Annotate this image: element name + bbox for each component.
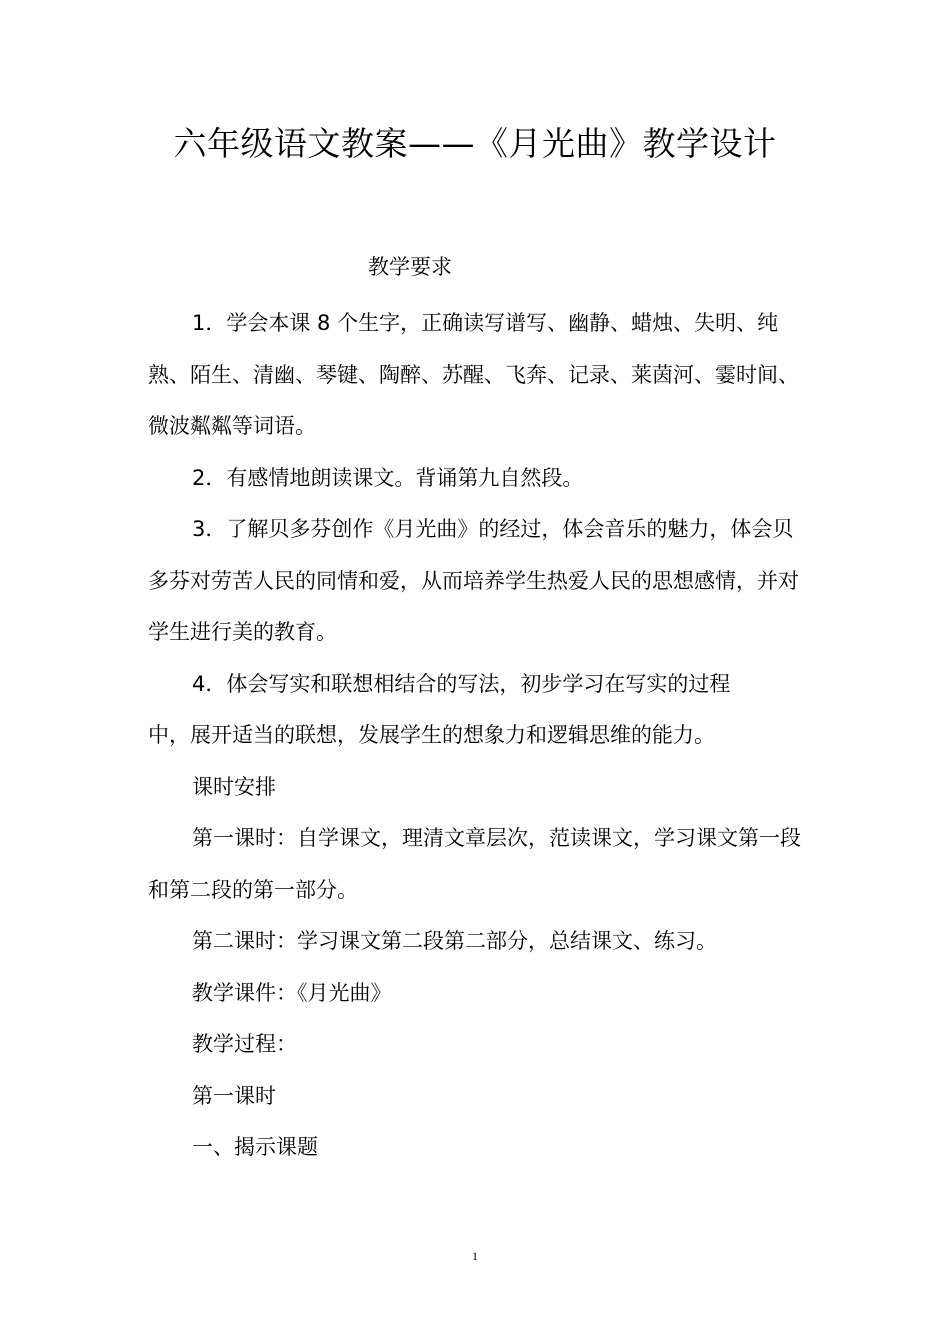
courseware-line: 教学课件：《月光曲》 (192, 980, 392, 1005)
schedule-lesson-2: 第二课时：学习课文第二段第二部分，总结课文、练习。 (192, 929, 717, 953)
step-1-heading: 一、揭示课题 (192, 1135, 318, 1159)
schedule-heading: 课时安排 (192, 774, 276, 799)
process-heading: 教学过程： (192, 1032, 297, 1056)
lesson-1-heading: 第一课时 (192, 1083, 276, 1108)
requirement-3: 3．了解贝多芬创作《月光曲》的经过，体会音乐的魅力，体会贝多芬对劳苦人民的同情和爱，从而培养学生热爱人民的思想感情，并对学生进行美的教育。 (148, 517, 799, 644)
schedule-lesson-1: 第一课时：自学课文，理清文章层次，范读课文，学习课文第一段和第二段的第一部分。 (148, 826, 801, 902)
requirement-4: 4．体会写实和联想相结合的写法，初步学习在写实的过程中，展开适当的联想，发展学生的想象力和逻辑思维的能力。 (148, 671, 731, 747)
section-heading: 教学要求 (368, 255, 452, 279)
document-body (148, 298, 808, 1174)
requirement-1: 1．学会本课 8 个生字，正确读写谱写、幽静、蜡烛、失明、纯熟、陌生、清幽、琴键、陶醉、苏醒、飞奔、记录、莱茵河、霎时间、微波粼粼等词语。 (148, 311, 799, 438)
page-title: 六年级语文教案——《月光曲》教学设计 (173, 124, 777, 163)
page-number: 1 (472, 1249, 478, 1263)
requirement-2: 2．有感情地朗读课文。背诵第九自然段。 (192, 465, 584, 490)
